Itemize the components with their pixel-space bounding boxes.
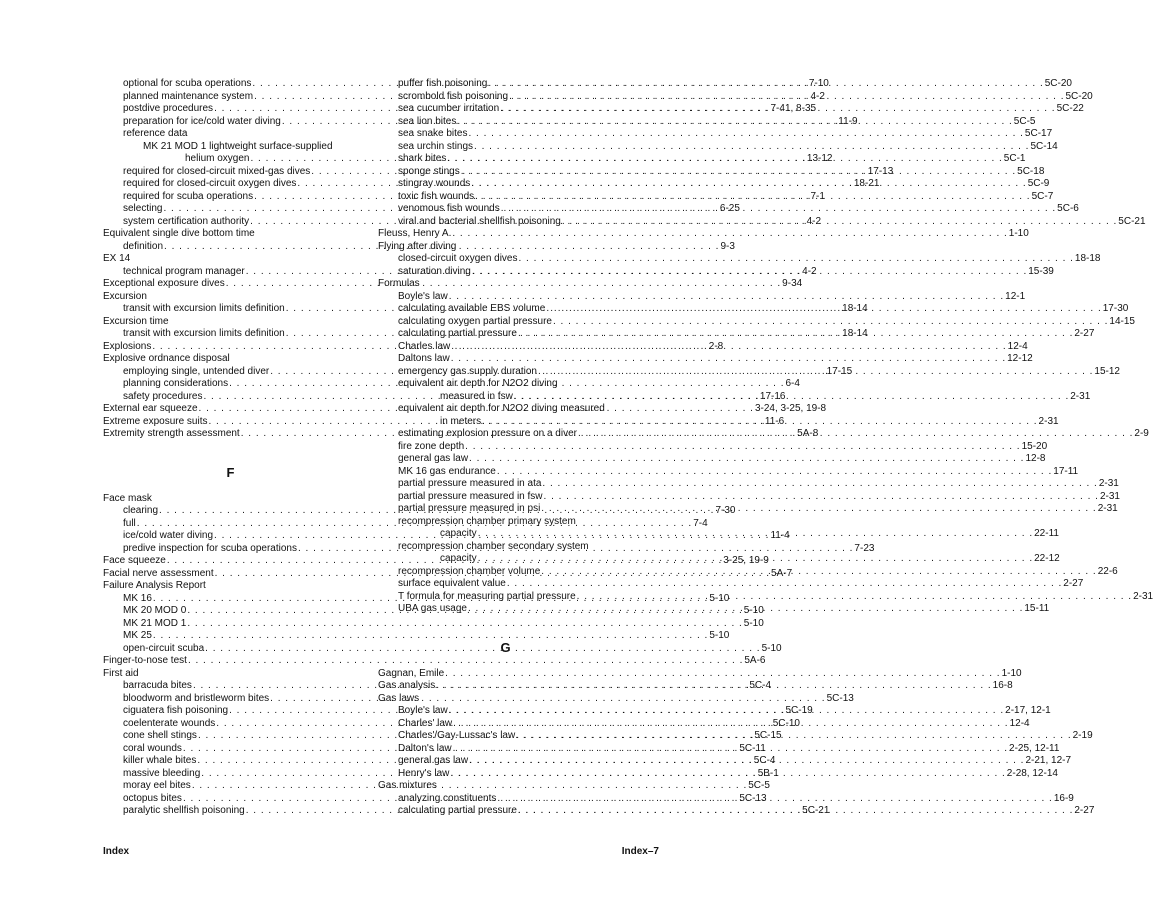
dot-leader	[468, 603, 1023, 616]
entry-page-ref: 2-27	[1074, 328, 1095, 339]
index-subentry	[378, 253, 1101, 266]
entry-term: toxic fish wounds	[398, 190, 475, 202]
entry-term: employing single, untended diver	[123, 365, 270, 377]
entry-term: clearing	[123, 505, 159, 516]
entry-term: Excursion	[103, 290, 147, 302]
entry-term: required for closed-circuit mixed-gas dives	[123, 165, 311, 177]
dot-leader	[450, 768, 1005, 781]
entry-term: predive inspection for scuba operations	[123, 542, 297, 554]
entry-term: MK 25	[123, 630, 152, 641]
entry-term: reference data	[123, 128, 188, 139]
entry-term: sea cucumber irritation	[398, 103, 500, 114]
index-entry	[103, 580, 358, 593]
dot-leader	[538, 366, 1093, 379]
index-subentry	[103, 630, 730, 643]
entry-term: EX 14	[103, 253, 131, 264]
dot-leader	[562, 216, 1117, 229]
dot-leader	[541, 503, 1096, 516]
entry-term: Explosive ordnance disposal	[103, 353, 230, 364]
entry-term: shark bites	[398, 153, 447, 164]
dot-leader	[445, 668, 1000, 681]
entry-term: sponge stings	[398, 165, 460, 177]
entry-page-ref: 7-41, 8-35	[770, 103, 817, 114]
dot-leader	[516, 730, 1071, 743]
entry-term: Charles law	[398, 340, 451, 352]
entry-page-ref: 5A-7	[771, 567, 793, 579]
entry-term: Face mask	[103, 492, 152, 504]
entry-page-ref: 5A-6	[744, 655, 766, 666]
dot-leader	[514, 391, 1069, 404]
entry-page-ref: 5C-7	[1031, 190, 1054, 202]
entry-page-ref: 2-31	[1038, 415, 1059, 427]
entry-page-ref: 17-11	[1053, 465, 1079, 477]
entry-page-ref: 1-10	[1008, 228, 1029, 239]
entry-term: octopus bites	[123, 792, 182, 804]
entry-term: moray eel bites	[123, 780, 191, 791]
index-entry	[378, 228, 1029, 241]
dot-leader	[469, 755, 1024, 768]
dot-leader	[482, 416, 1037, 429]
entry-term: transit with excursion limits definition	[123, 328, 285, 339]
entry-page-ref: 5C-1	[1003, 153, 1026, 164]
entry-term: Boyle's law	[398, 705, 448, 716]
entry-page-ref: 15-12	[1094, 365, 1120, 377]
entry-term: helium oxygen	[185, 153, 250, 164]
entry-page-ref: 6-4	[785, 378, 800, 389]
index-subentry	[103, 642, 782, 656]
dot-leader	[465, 441, 1020, 454]
entry-page-ref: 1-10	[1001, 667, 1022, 679]
entry-term: MK 20 MOD 0	[123, 605, 187, 616]
entry-term: general gas law	[398, 453, 469, 464]
index-entry	[103, 253, 358, 266]
entry-page-ref: 5C-10	[772, 717, 800, 729]
entry-term: puffer fish poisoning	[398, 78, 488, 89]
entry-term: Gas mixtures	[378, 780, 437, 791]
entry-term: calculating partial pressure	[398, 328, 517, 339]
index-subentry	[378, 315, 1135, 329]
dot-leader	[469, 453, 1024, 466]
entry-page-ref: 14-15	[1109, 315, 1135, 327]
entry-term: optional for scuba operations	[123, 78, 252, 89]
entry-page-ref: 9-3	[720, 240, 735, 252]
entry-page-ref: 2-8	[708, 340, 724, 352]
entry-term: fire zone depth	[398, 440, 465, 452]
entry-term: capacity	[440, 528, 477, 539]
dot-leader	[469, 128, 1024, 141]
dot-leader	[449, 705, 1004, 718]
entry-page-ref: 17-30	[1102, 303, 1129, 314]
entry-term: postdive procedures	[123, 103, 214, 114]
entry-term: Flying after diving	[378, 240, 457, 252]
dot-leader	[478, 528, 1033, 541]
dot-leader	[553, 316, 1108, 329]
index-subentry	[378, 490, 1120, 504]
entry-term: Exceptional exposure dives	[103, 278, 225, 289]
entry-term: required for scuba operations	[123, 190, 254, 202]
dot-leader	[546, 303, 1101, 316]
entry-term: saturation diving	[398, 265, 471, 277]
entry-page-ref: 12-8	[1025, 453, 1046, 464]
entry-term: massive bleeding	[123, 767, 201, 779]
index-subentry	[103, 128, 358, 141]
entry-term: MK 21 MOD 1 lightweight surface-supplied	[143, 140, 333, 152]
entry-term: capacity	[440, 553, 477, 564]
entry-page-ref: 2-31	[1097, 503, 1118, 514]
entry-page-ref: 5C-6	[1057, 203, 1079, 214]
entry-term: Fleuss, Henry A.	[378, 228, 452, 239]
index-subentry	[378, 578, 1084, 591]
entry-page-ref: 5C-13	[739, 792, 767, 804]
index-subentry	[378, 403, 633, 416]
entry-term: cone shell stings	[123, 730, 197, 741]
entry-term: Equivalent single dive bottom time	[103, 228, 255, 239]
entry-term: full	[123, 517, 136, 529]
index-entry	[378, 693, 633, 706]
index-entry	[378, 667, 1022, 681]
index-subentry	[103, 141, 358, 154]
entry-term: Dalton's law	[398, 742, 452, 754]
index-entry	[378, 780, 633, 793]
entry-page-ref: 5C-19	[785, 705, 813, 716]
entry-term: estimating explosion pressure on a diver	[398, 428, 577, 439]
entry-page-ref: 11-6	[764, 415, 785, 427]
entry-page-ref: 17-15	[826, 365, 853, 377]
entry-page-ref: 5C-14	[1030, 140, 1058, 152]
entry-page-ref: 5B-1	[757, 767, 779, 779]
entry-term: MK 16	[123, 592, 152, 604]
entry-page-ref: 5C-20	[1065, 90, 1093, 102]
dot-leader	[497, 793, 1052, 806]
entry-page-ref: 22-11	[1034, 528, 1059, 539]
entry-term: Excursion time	[103, 315, 169, 327]
entry-term: partial pressure measured in psi	[398, 503, 541, 514]
entry-page-ref: 11-4	[770, 530, 790, 541]
dot-leader	[577, 591, 1132, 604]
dot-leader	[453, 718, 1008, 731]
index-subentry	[378, 478, 1119, 491]
dot-leader	[475, 191, 1030, 204]
dot-leader	[449, 291, 1004, 304]
dot-leader	[541, 566, 1096, 579]
entry-term: technical program manager	[123, 265, 245, 277]
entry-term: preparation for ice/cold water diving	[123, 115, 281, 127]
entry-term: MK 21 MOD 1	[123, 617, 187, 629]
entry-page-ref: 2-28, 12-14	[1006, 767, 1058, 779]
dot-leader	[544, 491, 1099, 504]
entry-term: definition	[123, 240, 164, 252]
entry-term: in meters	[440, 415, 482, 427]
entry-term: analyzing constituents	[398, 792, 497, 804]
entry-page-ref: 5-10	[761, 642, 782, 654]
entry-term: partial pressure measured in ata	[398, 478, 542, 489]
entry-term: Henry's law	[398, 767, 450, 779]
entry-term: sea lion bites	[398, 115, 457, 127]
entry-page-ref: 7-10	[808, 78, 829, 89]
entry-page-ref: 4-2	[806, 215, 822, 227]
entry-term: sea snake bites	[398, 128, 468, 139]
entry-page-ref: 17-13	[867, 165, 894, 177]
entry-term: T formula for measuring partial pressure	[398, 590, 576, 602]
entry-term: UBA gas usage	[398, 603, 467, 614]
entry-term: equivalent air depth for N2O2 diving	[398, 378, 558, 389]
index-entry	[103, 668, 358, 681]
entry-term: Gas laws	[378, 692, 420, 704]
entry-page-ref: 12-1	[1005, 290, 1026, 302]
entry-page-ref: 5C-13	[826, 692, 854, 704]
section-letter-heading: G	[500, 639, 511, 655]
entry-term: First aid	[103, 667, 139, 679]
entry-term: killer whale bites	[123, 755, 197, 766]
entry-page-ref: 22-12	[1034, 553, 1060, 564]
entry-term: recompression chamber primary system	[398, 515, 576, 527]
entry-term: recompression chamber secondary system	[398, 540, 589, 552]
dot-leader	[472, 266, 1027, 279]
entry-term: measured in fsw	[440, 390, 513, 402]
entry-term: scrombold fish poisoning	[398, 90, 509, 102]
entry-page-ref: 12-12	[1007, 353, 1033, 364]
entry-page-ref: 12-4	[1009, 717, 1030, 729]
entry-term: recompression chamber volume	[398, 565, 541, 577]
entry-page-ref: 5C-4	[749, 680, 772, 691]
dot-leader	[518, 328, 1073, 341]
entry-term: Face squeeze	[103, 555, 166, 566]
entry-page-ref: 2-25, 12-11	[1009, 742, 1060, 754]
entry-term: Daltons law	[398, 353, 450, 364]
index-subentry	[378, 128, 1053, 141]
entry-term: surface equivalent value	[398, 578, 506, 589]
entry-term: Extreme exposure suits	[103, 415, 208, 427]
entry-term: Finger-to-nose test	[103, 655, 187, 666]
dot-leader	[578, 428, 1133, 441]
index-entry	[378, 278, 633, 291]
entry-term: bloodworm and bristleworm bites	[123, 692, 270, 704]
index-subentry	[378, 541, 633, 554]
entry-page-ref: 2-21, 12-7	[1025, 755, 1072, 766]
entry-term: Facial nerve assessment	[103, 567, 214, 579]
entry-term: planned maintenance system	[123, 90, 254, 102]
entry-page-ref: 16-9	[1053, 792, 1074, 804]
entry-term: Charles' law	[398, 717, 453, 729]
entry-term: sea urchin stings	[398, 140, 474, 152]
entry-term: ice/cold water diving	[123, 530, 214, 541]
entry-term: calculating partial pressure	[398, 805, 517, 816]
dot-leader	[452, 228, 1007, 241]
entry-term: Gas analysis	[378, 680, 436, 691]
entry-page-ref: 5C-5	[1013, 115, 1036, 127]
index-subentry	[378, 140, 1058, 154]
dot-leader	[507, 578, 1062, 591]
entry-term: coelenterate wounds	[123, 717, 216, 729]
dot-leader	[436, 680, 991, 693]
entry-term: safety procedures	[123, 390, 203, 402]
entry-page-ref: 5C-5	[748, 780, 770, 791]
entry-term: calculating available EBS volume	[398, 303, 546, 314]
entry-term: closed-circuit oxygen dives	[398, 253, 518, 264]
dot-leader	[457, 116, 1012, 129]
index-subentry	[103, 617, 764, 631]
entry-page-ref: 2-31	[1070, 390, 1091, 402]
entry-term: calculating oxygen partial pressure	[398, 315, 552, 327]
index-entry	[103, 655, 766, 668]
index-entry	[103, 493, 358, 506]
entry-page-ref: 5A-8	[797, 428, 819, 439]
entry-page-ref: 2-17, 12-1	[1005, 705, 1051, 716]
dot-leader	[500, 103, 1055, 116]
entry-term: emergency gas supply duration	[398, 365, 537, 377]
entry-page-ref: 5-10	[743, 617, 764, 629]
entry-term: general gas law	[398, 755, 469, 766]
index-subentry	[378, 440, 1048, 454]
dot-leader	[501, 203, 1056, 216]
entry-page-ref: 4-2	[802, 265, 817, 277]
entry-term: Charles'/Gay-Lussac's law	[398, 730, 516, 741]
entry-page-ref: 5C-18	[1017, 165, 1045, 177]
entry-page-ref: 2-27	[1063, 578, 1084, 589]
index-subentry	[378, 516, 633, 529]
entry-page-ref: 7-30	[715, 505, 736, 516]
entry-page-ref: 2-31	[1099, 490, 1120, 502]
entry-page-ref: 9-34	[782, 278, 803, 289]
entry-term: selecting	[123, 203, 163, 214]
entry-page-ref: 3-25, 19-9	[723, 555, 769, 566]
entry-page-ref: 5-10	[743, 605, 764, 616]
entry-page-ref: 7-1	[810, 190, 825, 202]
entry-page-ref: 4-2	[810, 90, 825, 102]
dot-leader	[488, 78, 1043, 91]
index-entry	[103, 291, 358, 304]
entry-term: required for closed-circuit oxygen dives	[123, 178, 297, 189]
entry-term: Extremity strength assessment	[103, 428, 240, 439]
entry-page-ref: 5C-4	[753, 755, 776, 766]
section-letter-heading: F	[226, 464, 235, 480]
index-entry	[103, 353, 358, 366]
dot-leader	[519, 253, 1074, 266]
entry-term: barracuda bites	[123, 680, 192, 691]
entry-term: coral wounds	[123, 742, 182, 754]
entry-page-ref: 2-9	[1134, 428, 1149, 439]
dot-leader	[451, 353, 1006, 366]
entry-term: equivalent air depth for N2O2 diving measured	[398, 403, 605, 414]
index-entry	[103, 228, 358, 241]
entry-term: transit with excursion limits definition	[123, 303, 285, 314]
entry-page-ref: 17-16	[759, 390, 786, 402]
entry-page-ref: 5C-21	[1118, 215, 1146, 227]
entry-page-ref: 16-8	[992, 680, 1013, 691]
index-entry	[103, 316, 358, 329]
index-subentry	[378, 290, 1026, 304]
entry-term: Boyle's law	[398, 290, 448, 302]
dot-leader	[509, 91, 1064, 104]
dot-leader	[447, 153, 1002, 166]
entry-page-ref: 5C-11	[739, 742, 766, 754]
entry-term: system certification authority	[123, 215, 250, 227]
entry-page-ref: 15-20	[1021, 440, 1048, 452]
entry-page-ref: 5C-21	[802, 805, 830, 816]
index-subentry	[378, 453, 1046, 466]
entry-page-ref: 18-21	[853, 178, 880, 189]
entry-term: planning considerations	[123, 378, 229, 389]
entry-term: MK 16 gas endurance	[398, 465, 496, 477]
dot-leader	[497, 466, 1052, 479]
entry-page-ref: 5-10	[709, 630, 730, 641]
entry-page-ref: 2-19	[1072, 730, 1093, 741]
entry-page-ref: 7-23	[854, 542, 875, 554]
entry-page-ref: 5-10	[709, 592, 730, 604]
dot-leader	[451, 341, 1006, 354]
entry-page-ref: 22-6	[1097, 565, 1118, 577]
entry-page-ref: 2-31	[1098, 478, 1119, 489]
dot-leader	[542, 478, 1097, 491]
entry-term: ciguatera fish poisoning	[123, 705, 229, 716]
dot-leader	[474, 141, 1029, 154]
entry-page-ref: 11-9	[838, 115, 858, 127]
footer-section-title: Index	[103, 846, 130, 857]
entry-term: stingray wounds	[398, 178, 471, 189]
index-subentry	[378, 465, 1079, 479]
dot-leader	[453, 743, 1008, 756]
entry-page-ref: 18-18	[1074, 253, 1101, 264]
index-subentry	[378, 353, 1033, 366]
entry-page-ref: 5C-17	[1024, 128, 1053, 139]
entry-page-ref: 2-31	[1133, 590, 1154, 602]
entry-page-ref: 3-24, 3-25, 19-8	[754, 403, 827, 414]
entry-term: paralytic shellfish poisoning	[123, 805, 245, 816]
entry-page-ref: 12-4	[1007, 340, 1028, 352]
entry-page-ref: 15-39	[1028, 265, 1054, 277]
entry-page-ref: 5C-15	[754, 730, 782, 741]
entry-term: Failure Analysis Report	[103, 580, 206, 591]
dot-leader	[478, 553, 1033, 566]
entry-term: viral and bacterial shellfish poisoning	[398, 215, 561, 227]
entry-term: External ear squeeze	[103, 403, 198, 414]
entry-page-ref: 5C-9	[1027, 178, 1050, 189]
entry-term: Formulas	[378, 278, 420, 289]
entry-term: partial pressure measured in fsw	[398, 490, 543, 502]
entry-page-ref: 2-27	[1074, 805, 1095, 816]
dot-leader	[461, 166, 1016, 179]
dot-leader	[471, 178, 1026, 191]
entry-page-ref: 18-14	[842, 303, 868, 314]
dot-leader	[518, 805, 1073, 818]
entry-page-ref: 5C-20	[1044, 78, 1072, 89]
entry-page-ref: 13-12	[806, 153, 833, 164]
entry-page-ref: 5C-22	[1056, 103, 1084, 114]
entry-page-ref: 6-25	[719, 203, 740, 214]
index-subentry	[378, 378, 633, 391]
entry-page-ref: 15-11	[1024, 603, 1050, 614]
footer-page-number: Index–7	[621, 846, 659, 857]
entry-page-ref: 18-14	[842, 328, 868, 339]
entry-term: venomous fish wounds	[398, 203, 500, 214]
entry-term: open-circuit scuba	[123, 642, 205, 654]
entry-term: Explosions	[103, 340, 152, 352]
entry-page-ref: 7-4	[693, 517, 708, 529]
index-entry	[378, 241, 633, 254]
entry-term: Gagnan, Emile	[378, 667, 445, 679]
